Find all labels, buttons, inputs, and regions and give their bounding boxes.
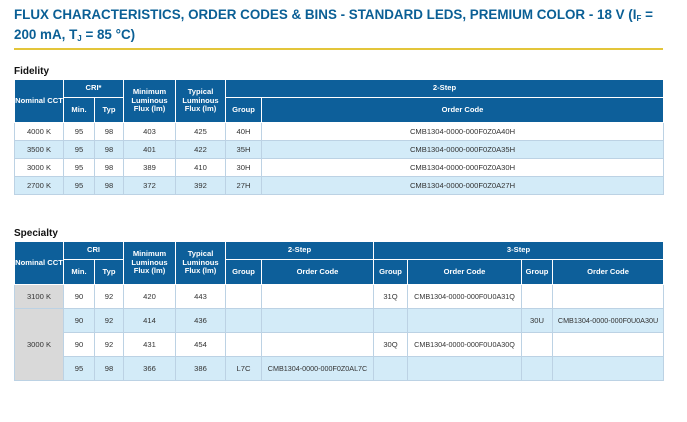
cell-order-code-3step: CMB1304-0000-000F0U0A31Q xyxy=(408,285,522,309)
cell-min-flux: 372 xyxy=(124,177,176,195)
cell-typ-flux: 436 xyxy=(176,309,226,333)
cell-cri-typ: 98 xyxy=(95,159,124,177)
header-order-code: Order Code xyxy=(262,98,664,123)
header-cri: CRI xyxy=(64,242,124,260)
cell-group-3step-b xyxy=(522,357,553,381)
cell-typ-flux: 392 xyxy=(176,177,226,195)
header-nominal-cct: Nominal CCT xyxy=(15,80,64,123)
cell-group-2step xyxy=(226,333,262,357)
section-label-specialty: Specialty xyxy=(14,228,58,239)
header-typ-flux: Typical Luminous Flux (lm) xyxy=(176,242,226,285)
header-cri: CRI* xyxy=(64,80,124,98)
cell-cri-min: 90 xyxy=(64,333,95,357)
cell-typ-flux: 425 xyxy=(176,123,226,141)
header-cri-min: Min. xyxy=(64,98,95,123)
cell-typ-flux: 422 xyxy=(176,141,226,159)
header-two-step: 2-Step xyxy=(226,242,374,260)
cell-typ-flux: 454 xyxy=(176,333,226,357)
cell-order-code-3step xyxy=(408,357,522,381)
header-cri-typ: Typ xyxy=(95,260,124,285)
cell-min-flux: 401 xyxy=(124,141,176,159)
header-typ-flux: Typical Luminous Flux (lm) xyxy=(176,80,226,123)
cell-group-3step-b: 30U xyxy=(522,309,553,333)
cell-group-3step: 31Q xyxy=(374,285,408,309)
header-group: Group xyxy=(226,98,262,123)
cell-group-2step xyxy=(226,309,262,333)
cell-order-code-2step: CMB1304-0000-000F0Z0AL7C xyxy=(262,357,374,381)
cell-cri-typ: 92 xyxy=(95,333,124,357)
cell-cri-min: 90 xyxy=(64,285,95,309)
title-rule xyxy=(14,48,663,50)
cell-cct: 4000 K xyxy=(15,123,64,141)
cell-min-flux: 414 xyxy=(124,309,176,333)
cell-group: 40H xyxy=(226,123,262,141)
cell-cri-min: 95 xyxy=(64,357,95,381)
cell-order-code-3step-b: CMB1304-0000-000F0U0A30U xyxy=(553,309,664,333)
fidelity-table xyxy=(14,79,664,195)
cell-order-code-3step-b xyxy=(553,357,664,381)
cell-cct: 3100 K xyxy=(15,285,64,309)
cell-typ-flux: 443 xyxy=(176,285,226,309)
cell-order-code-3step xyxy=(408,309,522,333)
header-group: Group xyxy=(522,260,553,285)
header-order-code: Order Code xyxy=(408,260,522,285)
cell-group: 27H xyxy=(226,177,262,195)
header-min-flux: Minimum Luminous Flux (lm) xyxy=(124,242,176,285)
cell-order-code-2step xyxy=(262,285,374,309)
specialty-table xyxy=(14,241,664,381)
header-order-code: Order Code xyxy=(262,260,374,285)
cell-group: 35H xyxy=(226,141,262,159)
header-group: Group xyxy=(374,260,408,285)
cell-order-code-3step: CMB1304-0000-000F0U0A30Q xyxy=(408,333,522,357)
cell-typ-flux: 386 xyxy=(176,357,226,381)
cell-order-code-2step xyxy=(262,333,374,357)
cell-order-code: CMB1304-0000-000F0Z0A35H xyxy=(262,141,664,159)
page-title: FLUX CHARACTERISTICS, ORDER CODES & BINS - STANDARD LEDS, PREMIUM COLOR - 18 V ($I_F = 200$ mA, $T_J = 85$ °C) xyxy=(14,7,653,43)
cell-cri-typ: 98 xyxy=(95,123,124,141)
cell-cct: 2700 K xyxy=(15,177,64,195)
cell-cct: 3000 K xyxy=(15,309,64,381)
header-cri-typ: Typ xyxy=(95,98,124,123)
cell-cri-min: 90 xyxy=(64,309,95,333)
cell-group-3step-b xyxy=(522,333,553,357)
cell-typ-flux: 410 xyxy=(176,159,226,177)
cell-order-code: CMB1304-0000-000F0Z0A27H xyxy=(262,177,664,195)
section-label-fidelity: Fidelity xyxy=(14,66,50,77)
cell-group-3step xyxy=(374,309,408,333)
cell-cri-typ: 98 xyxy=(95,141,124,159)
table-row xyxy=(15,285,664,309)
table-row xyxy=(15,333,664,357)
cell-order-code: CMB1304-0000-000F0Z0A30H xyxy=(262,159,664,177)
table-row xyxy=(15,309,664,333)
cell-order-code-2step xyxy=(262,309,374,333)
table-row xyxy=(15,357,664,381)
table-row xyxy=(15,159,664,177)
cell-group-2step xyxy=(226,285,262,309)
header-nominal-cct: Nominal CCT xyxy=(15,242,64,285)
cell-order-code-3step-b xyxy=(553,333,664,357)
header-cri-min: Min. xyxy=(64,260,95,285)
cell-cri-typ: 98 xyxy=(95,177,124,195)
cell-cri-typ: 98 xyxy=(95,357,124,381)
table-row xyxy=(15,123,664,141)
cell-cri-min: 95 xyxy=(64,123,95,141)
cell-cri-min: 95 xyxy=(64,141,95,159)
cell-cri-typ: 92 xyxy=(95,309,124,333)
cell-cri-min: 95 xyxy=(64,159,95,177)
header-group: Group xyxy=(226,260,262,285)
cell-cct: 3000 K xyxy=(15,159,64,177)
cell-group-2step: L7C xyxy=(226,357,262,381)
cell-min-flux: 431 xyxy=(124,333,176,357)
header-two-step: 2-Step xyxy=(226,80,664,98)
table-row xyxy=(15,177,664,195)
header-three-step: 3-Step xyxy=(374,242,664,260)
cell-min-flux: 403 xyxy=(124,123,176,141)
cell-group: 30H xyxy=(226,159,262,177)
header-order-code: Order Code xyxy=(553,260,664,285)
table-row xyxy=(15,141,664,159)
cell-cri-typ: 92 xyxy=(95,285,124,309)
cell-min-flux: 389 xyxy=(124,159,176,177)
cell-order-code-3step-b xyxy=(553,285,664,309)
cell-group-3step xyxy=(374,357,408,381)
header-min-flux: Minimum Luminous Flux (lm) xyxy=(124,80,176,123)
cell-group-3step: 30Q xyxy=(374,333,408,357)
cell-order-code: CMB1304-0000-000F0Z0A40H xyxy=(262,123,664,141)
cell-min-flux: 420 xyxy=(124,285,176,309)
cell-cri-min: 95 xyxy=(64,177,95,195)
cell-cct: 3500 K xyxy=(15,141,64,159)
cell-min-flux: 366 xyxy=(124,357,176,381)
cell-group-3step-b xyxy=(522,285,553,309)
